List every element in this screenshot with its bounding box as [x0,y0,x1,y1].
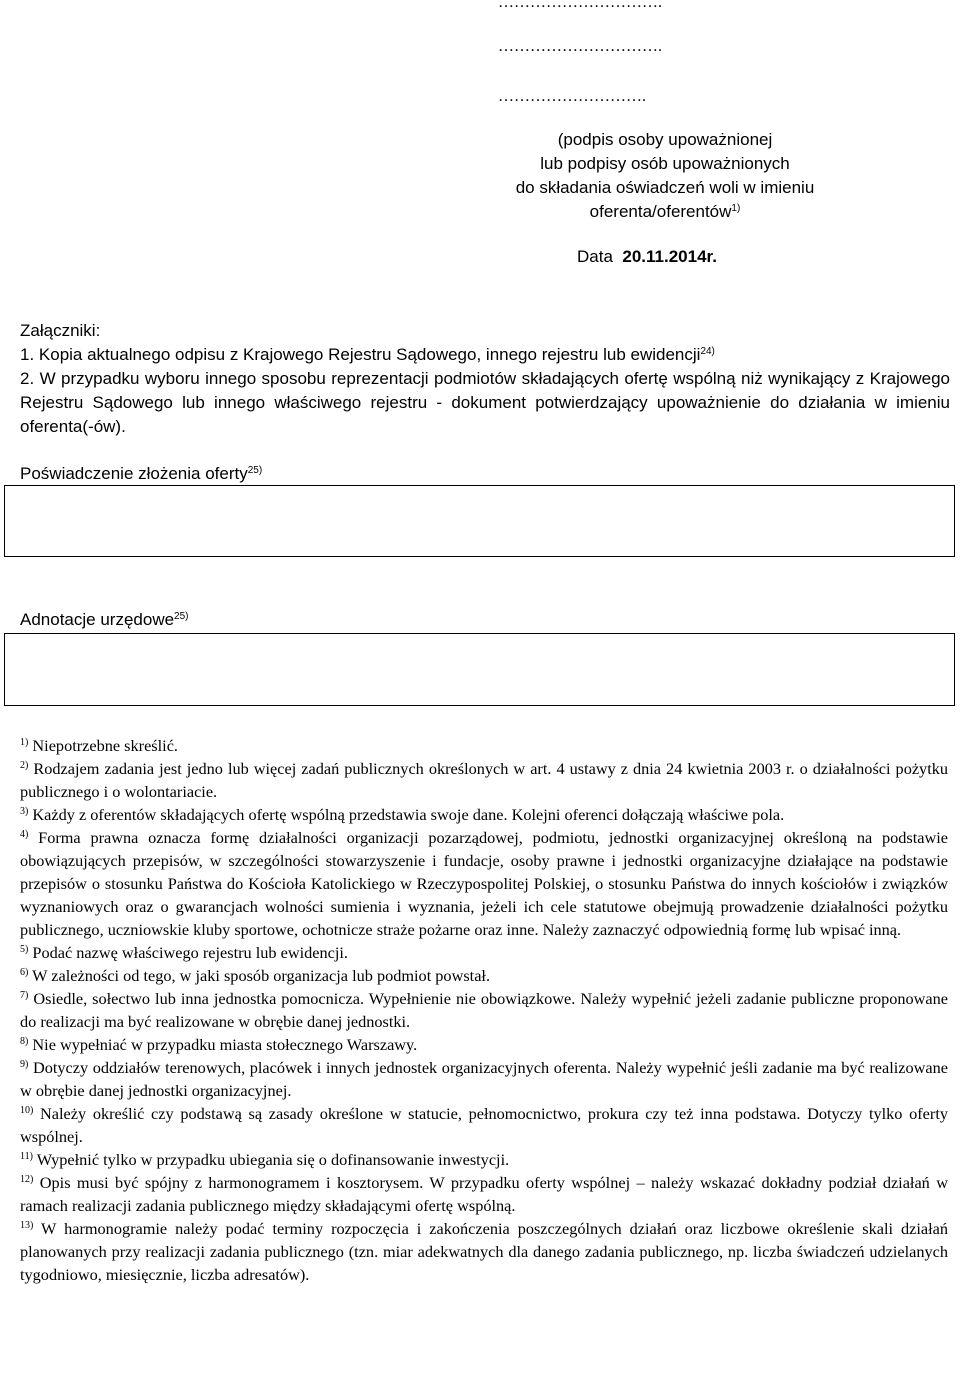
signature-dotted-line-2: …………………………. [498,38,662,55]
official-annotations-title: Adnotacje urzędowe$^{25)}$ [20,610,189,629]
footnote-item: $^{10)}$ Należy określić czy podstawą są zasady określone w statucie, pełnomocnictwo, prokura czy też inna podstawa. Dotyczy tylko oferty wspólnej. [20,1104,948,1146]
signature-caption-line: lub podpisy osób upoważnionych [540,154,790,173]
footnote-item: $^{9)}$ Dotyczy oddziałów terenowych, placówek i innych jednostek organizacyjnych oferenta. Należy wypełnić jeśli zadanie ma być realizowane w obrębie danej jednostki organizacyjnej. [20,1058,948,1100]
footnote-item: $^{8)}$ Nie wypełniać w przypadku miasta stołecznego Warszawy. [20,1035,418,1054]
signature-caption-line: (podpis osoby upoważnionej [557,130,773,149]
footnote-item: $^{13)}$ W harmonogramie należy podać terminy rozpoczęcia i zakończenia poszczególnych działań oraz liczbowe określenie skali działań planowanych przy realizacji zadania publicznego (tzn. miar adekwatnych dla danego zadania publicznego, np. liczba świadczeń udzielanych tygodniowo, miesięcznie, liczba adresatów). [20,1219,948,1284]
footnote-item: $^{12)}$ Opis musi być spójny z harmonogramem i kosztorysem. W przypadku oferty wspólnej – należy wskazać dokładny podział działań w ramach realizacji zadania publicznego między składającymi ofertę wspólną. [20,1173,948,1215]
signature-caption [460,128,870,224]
footnote-item: $^{7)}$ Osiedle, sołectwo lub inna jednostka pomocnicza. Wypełnienie nie obowiązkowe. Należy wypełnić jeżeli zadanie publiczne proponowane do realizacji ma być realizowane w obrębie danej jednostki. [20,989,948,1031]
footnotes [20,734,948,1286]
footnote-ref: 25) [247,465,263,476]
attachments-section [20,319,950,439]
receipt-title: Poświadczenie złożenia oferty$^{25)}$ [20,464,263,483]
signature-dotted-line-3: ………………………. [498,88,646,105]
attachment-item-2: 2. W przypadku wyboru innego sposobu reprezentacji podmiotów składających ofertę wspólną niż wynikający z Krajowego Rejestru Sądowego lub innego właściwego rejestru - dokument potwierdzający upoważnienie do działania w imieniu oferenta(-ów). [20,369,950,436]
footnote-item: $^{2)}$ Rodzajem zadania jest jedno lub więcej zadań publicznych określonych w art. 4 ustawy z dnia 24 kwietnia 2003 r. o działalności pożytku publicznego i o wolontariacie. [20,759,949,801]
date-line [577,246,717,268]
date-value: 20.11.2014r. [622,247,717,266]
attachments-heading: Załączniki: [20,321,101,340]
footnote-ref: 1) [731,203,741,214]
official-annotations-box [4,633,955,706]
signature-dotted-line-1: …………………………. [498,0,662,11]
footnote-item: $^{3)}$ Każdy z oferentów składających ofertę wspólną przedstawia swoje dane. Kolejni oferenci dołączają właściwe pola. [20,805,785,824]
footnote-item: $^{11)}$ Wypełnić tylko w przypadku ubiegania się o dofinansowanie inwestycji. [20,1150,510,1169]
footnote-item: $^{1)}$ Niepotrzebne skreślić. [20,736,178,755]
footnote-item: $^{6)}$ W zależności od tego, w jaki sposób organizacja lub podmiot powstał. [20,966,491,985]
attachment-item-1: 1. Kopia aktualnego odpisu z Krajowego Rejestru Sądowego, innego rejestru lub ewidencji$^{24)}$ [20,345,715,364]
footnote-ref: 25) [174,611,189,622]
footnote-item: $^{4)}$ Forma prawna oznacza formę działalności organizacji pozarządowej, podmiotu, jednostki organizacyjnej określoną na podstawie obowiązujących przepisów, w szczególności stowarzyszenie i fundacje, osoby prawne i jednostki organizacyjne działające na podstawie przepisów o stosunku Państwa do Kościoła Katolickiego w Rzeczypospolitej Polskiej, o stosunku Państwa do innych kościołów i związków wyznaniowych oraz o gwarancjach wolności sumienia i wyznania, jeżeli ich cele statutowe obejmują prowadzenie działalności pożytku publicznego, uczniowskie kluby sportowe, ochotnicze straże pożarne oraz inne. Należy zaznaczyć odpowiednią formę lub wpisać inną. [20,828,948,939]
signature-caption-line: do składania oświadczeń woli w imieniu [515,178,815,197]
receipt-box [4,485,955,557]
footnote-item: $^{5)}$ Podać nazwę właściwego rejestru lub ewidencji. [20,943,348,962]
signature-caption-line: oferenta/oferentów$^{1)}$ [589,202,741,221]
footnote-ref: 24) [700,346,715,357]
date-label: Data [577,247,613,266]
